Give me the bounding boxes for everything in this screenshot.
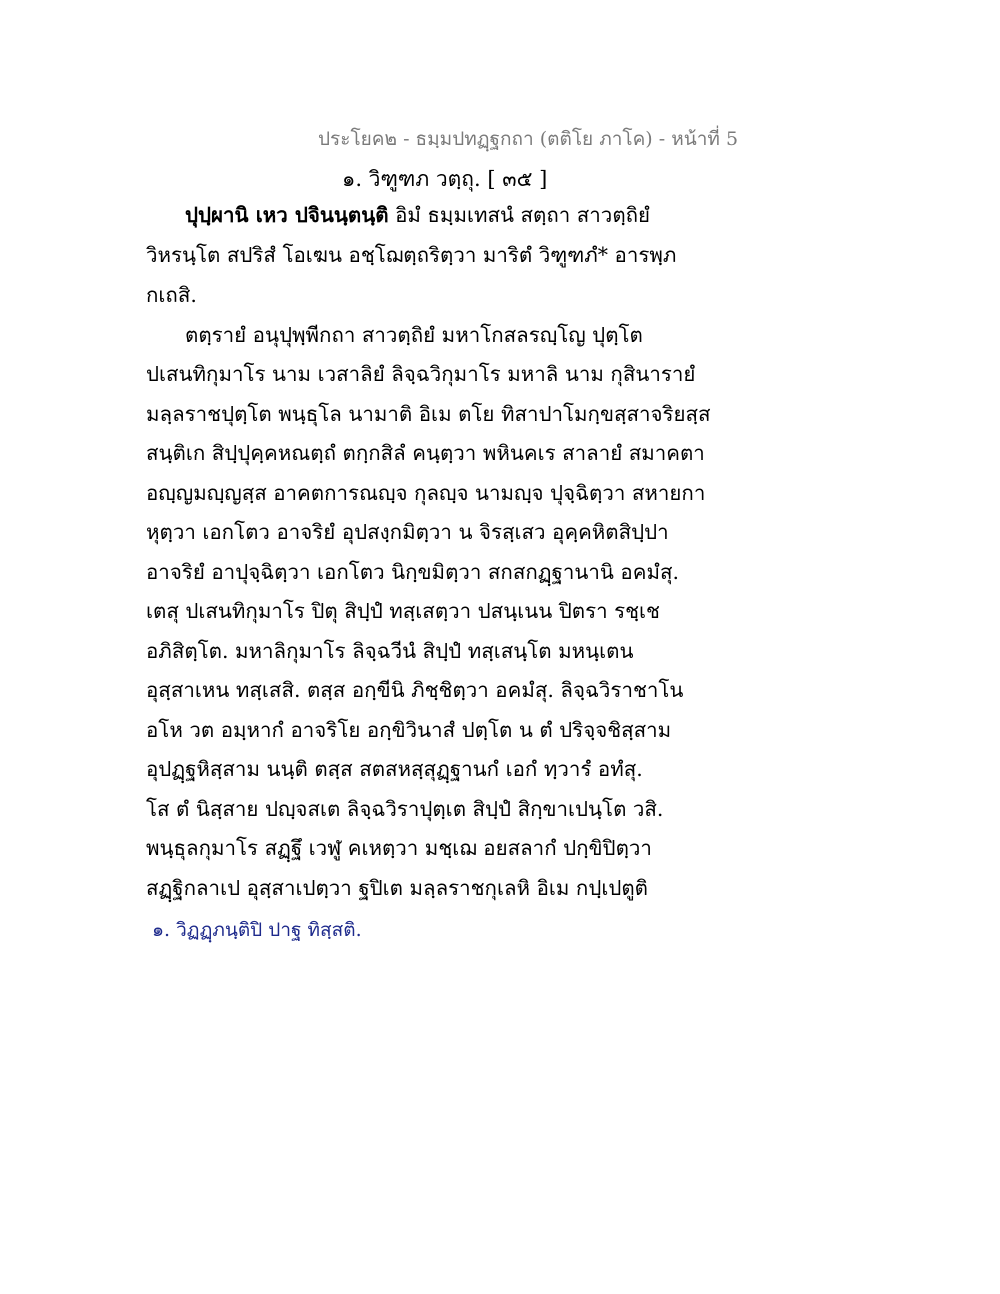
paragraph-2-line-4: สนฺติเก สิปฺปุคฺคหณตฺถํ ตกฺกสิลํ คนฺตฺวา พหินคเร สาลายํ สมาคตา (146, 441, 705, 465)
paragraph-2-line-14: พนฺธุลกุมาโร สฏฺฐึ เวฬู คเหตฺวา มชฺเฌ อยสลากํ ปกฺขิปิตฺวา (146, 836, 652, 860)
paragraph-2-line-1: ตตฺรายํ อนุปุพฺพีกถา สาวตฺถิยํ มหาโกสลรญฺโญ ปุตฺโต (185, 323, 643, 347)
section-title: ๑. วิฑูฑภ วตฺถุ. [ ๓๕ ] (342, 167, 548, 191)
paragraph-1-line-1 (185, 202, 650, 228)
paragraph-2-line-6: หุตฺวา เอกโตว อาจริยํ อุปสงฺกมิตฺวา น จิรสฺเสว อุคฺคหิตสิปฺปา (146, 520, 669, 544)
paragraph-1-line-2: วิหรนฺโต สปริสํ โอเฆน อชฺโฌตฺถริตฺวา มาริตํ วิฑูฑภํ* อารพฺภ (146, 243, 677, 267)
paragraph-2-line-8: เตสุ ปเสนทิกุมาโร ปิตุ สิปฺปํ ทสฺเสตฺวา ปสนฺเนน ปิตรา รชฺเช (146, 599, 660, 623)
paragraph-2-line-9: อภิสิตฺโต. มหาลิกุมาโร ลิจฺฉวีนํ สิปฺปํ ทสฺเสนฺโต มหนฺเตน (146, 639, 634, 663)
running-header: ประโยค๒ - ธมฺมปทฏฺฐกถา (ตติโย ภาโค) - หน้าที่ 5 (318, 128, 739, 150)
paragraph-2-line-7: อาจริยํ อาปุจฺฉิตฺวา เอกโตว นิกฺขมิตฺวา สกสกฏฺฐานานิ อคมํสุ. (146, 560, 679, 584)
paragraph-1-lead: ปุปฺผานิ เหว ปจินนฺตนฺติ (185, 203, 389, 227)
paragraph-2-line-11: อโห วต อมฺหากํ อาจริโย อกฺขิวินาสํ ปตฺโต น ตํ ปริจฺจชิสฺสาม (146, 718, 672, 742)
paragraph-2-line-15: สฏฺฐิกลาเป อุสฺสาเปตฺวา ฐปิเต มลฺลราชกุเลหิ อิเม กปฺเปตูติ (146, 876, 648, 900)
paragraph-2-line-2: ปเสนทิกุมาโร นาม เวสาลิยํ ลิจฺฉวิกุมาโร มหาลิ นาม กุสินารายํ (146, 362, 696, 386)
paragraph-2-line-13: โส ตํ นิสฺสาย ปญฺจสเต ลิจฺฉวิราปุตฺเต สิปฺปํ สิกฺขาเปนฺโต วสิ. (146, 797, 664, 821)
footnote: ๑. วิฏฏฺภนฺติปิ ปาฐ ทิสฺสติ. (152, 919, 362, 941)
paragraph-2-line-10: อุสฺสาเหน ทสฺเสสิ. ตสฺส อกฺขีนิ ภิชฺชิตฺวา อคมํสุ. ลิจฺฉวิราชาโน (146, 678, 684, 702)
paragraph-2-line-12: อุปฏฺฐหิสฺสาม นนฺติ ตสฺส สตสหสฺสุฏฺฐานกํ เอกํ ทฺวารํ อทํสุ. (146, 757, 643, 781)
paragraph-1-line-1-rest: อิมํ ธมฺมเทสนํ สตฺถา สาวตฺถิยํ (388, 203, 651, 227)
paragraph-2-line-5: อญฺญมญฺญสฺส อาคตการณญฺจ กุลญฺจ นามญฺจ ปุจฺฉิตฺวา สหายกา (146, 481, 706, 505)
paragraph-1-line-3: กเถสิ. (146, 283, 197, 307)
paragraph-2-line-3: มลฺลราชปุตฺโต พนฺธุโล นามาติ อิเม ตโย ทิสาปาโมกฺขสฺสาจริยสฺส (146, 402, 711, 426)
